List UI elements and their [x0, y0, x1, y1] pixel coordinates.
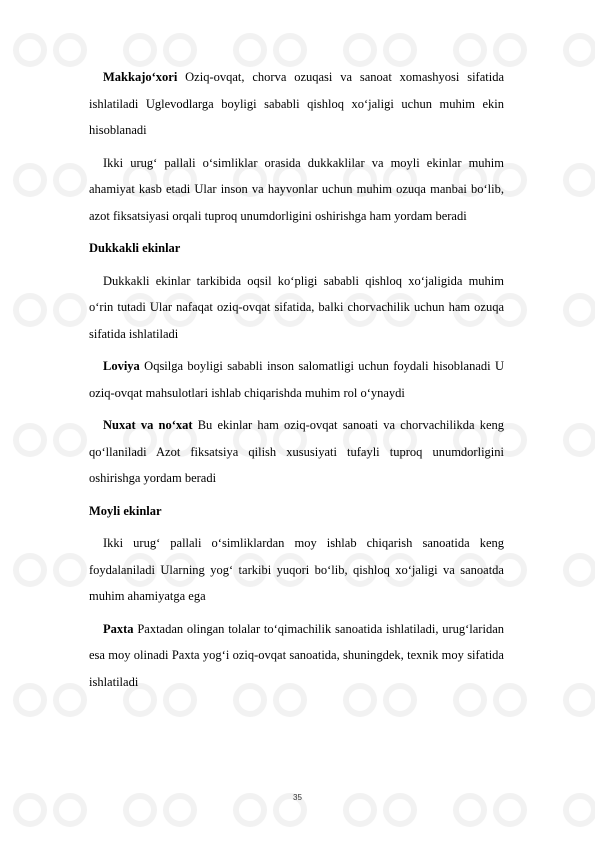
term-makkajoxori: Makkajo‘xori: [103, 70, 178, 84]
paragraph-text: Paxtadan olingan tolalar to‘qimachilik sanoatida ishlatiladi, urug‘laridan esa moy olinadi Paxta yog‘i oziq-ovqat sanoatida, shuningdek, texnik moy sifatida ishlatiladi: [89, 621, 504, 689]
term-paxta: Paxta: [103, 621, 134, 636]
paragraph-paxta: [89, 616, 504, 696]
paragraph-nuxat: [89, 412, 504, 492]
section-heading-dukkakli-ekinlar: Dukkakli ekinlar: [89, 241, 181, 255]
document-body: [89, 64, 504, 695]
page-number: 35: [293, 793, 302, 802]
paragraph-text: Bu ekinlar ham oziq-ovqat sanoati va chorvachilikda keng qo‘llaniladi Azot fiksatsiya qilish xususiyati tufayli tuproq unumdorligini oshirishga yordam beradi: [89, 418, 505, 485]
paragraph-loviya: [89, 353, 504, 406]
paragraph-ikki-urug-pallali: [89, 150, 504, 230]
paragraph-text: Oziq-ovqat, chorva ozuqasi va sanoat xomashyosi sifatida ishlatiladi Uglevodlarga boyligi sababli qishloq xo‘jaligi uchun muhim ekin hisoblanadi: [89, 70, 504, 137]
term-loviya: Loviya: [103, 359, 140, 373]
paragraph-text: Ikki urug‘ pallali o‘simliklardan moy ishlab chiqarish sanoatida keng foydalaniladi Ularning yog‘ tarkibi yuqori bo‘lib, qishloq xo‘jaligi va sanoatda muhim ahamiyatga ega: [89, 536, 504, 603]
paragraph-text: Ikki urug‘ pallali o‘simliklar orasida dukkaklilar va moyli ekinlar muhim ahamiyat kasb etadi Ular inson va hayvonlar uchun muhim ozuqa manbai bo‘lib, azot fiksatsiyasi orqali tuproq unumdorligini oshirishga ham yordam beradi: [89, 155, 504, 223]
paragraph-text: Dukkakli ekinlar tarkibida oqsil ko‘pligi sababli qishloq xo‘jaligida muhim o‘rin tutadi Ular nafaqat oziq-ovqat sifatida, balki chorvachilik uchun ham ozuqa sifatida ishlatiladi: [89, 273, 504, 341]
paragraph-dukkakli-intro: [89, 268, 504, 348]
paragraph-moyli-intro: [89, 530, 504, 610]
section-heading-moyli-ekinlar: Moyli ekinlar: [89, 503, 162, 518]
paragraph-makkajoxori: [89, 64, 504, 144]
paragraph-text: Oqsilga boyligi sababli inson salomatligi uchun foydali hisoblanadi U oziq-ovqat mahsulotlari ishlab chiqarishda muhim rol o‘ynaydi: [89, 359, 504, 400]
term-nuxat: Nuxat va no‘xat: [103, 418, 193, 432]
